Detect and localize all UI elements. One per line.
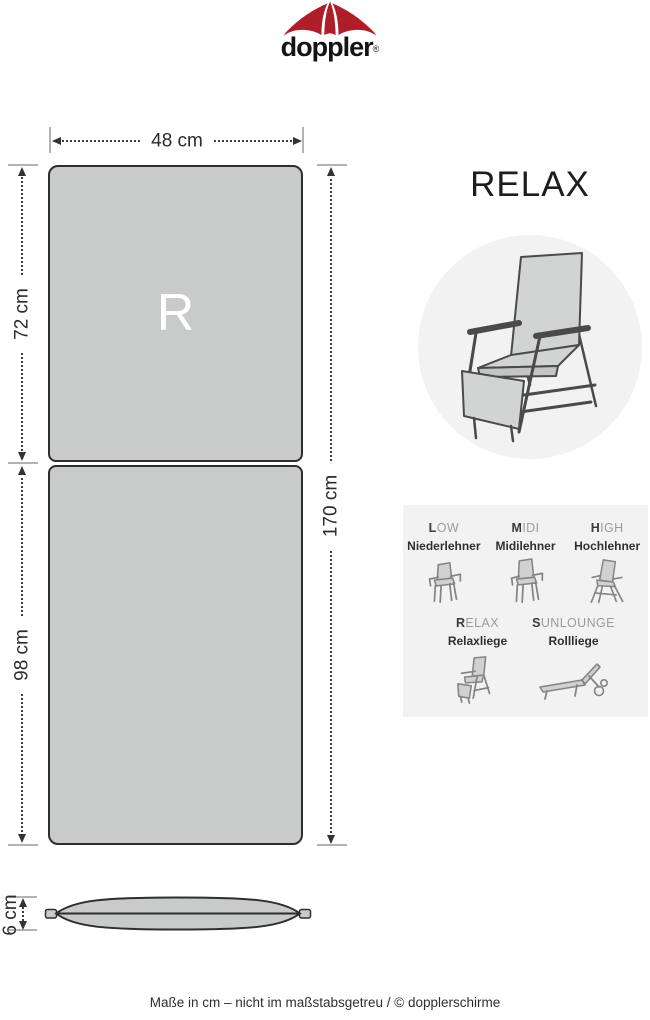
low-back-chair-icon bbox=[421, 558, 467, 606]
dimension-total-length-label: 170 cm bbox=[319, 462, 344, 548]
arrow-down-icon bbox=[327, 835, 335, 844]
tick-right-top bbox=[317, 164, 347, 166]
doppler-logo bbox=[272, 0, 388, 66]
chair-type-low-german-label: Niederlehner bbox=[407, 539, 481, 553]
dimension-back-length-label: 72 cm bbox=[10, 276, 35, 352]
dimension-total-length bbox=[320, 167, 342, 844]
midi-back-chair-icon bbox=[503, 558, 549, 606]
tick-left-middle bbox=[8, 462, 38, 464]
chair-type-midi-german-label: Midilehner bbox=[495, 539, 556, 553]
chair-type-sunlounge-german-label: Rollliege bbox=[548, 634, 599, 649]
dimension-width-label: 48 cm bbox=[141, 129, 213, 154]
high-back-chair-icon bbox=[583, 558, 631, 606]
tick-width-left bbox=[49, 127, 51, 153]
dimension-thickness-label: 6 cm bbox=[0, 894, 21, 936]
chair-type-sunlounge-label: SUNLOUNGE bbox=[532, 616, 615, 631]
dimension-width bbox=[52, 132, 302, 150]
chair-type-high-label: HIGH bbox=[590, 521, 624, 535]
sunlounge-icon bbox=[537, 654, 611, 704]
chair-types-row-2 bbox=[403, 616, 648, 703]
cushion-marking: R bbox=[156, 283, 195, 342]
registered-mark: ® bbox=[372, 44, 380, 54]
arrow-up-icon bbox=[18, 466, 26, 475]
chair-type-sunlounge bbox=[526, 616, 622, 703]
chair-type-midi-label: MIDI bbox=[511, 521, 540, 535]
arrow-right-icon bbox=[293, 137, 302, 145]
tick-left-bottom bbox=[8, 844, 38, 846]
arrow-down-icon bbox=[18, 834, 26, 843]
arrow-up-icon bbox=[18, 167, 26, 176]
chair-type-high-german-label: Hochlehner bbox=[574, 539, 641, 553]
cushion-seat-section bbox=[48, 465, 303, 845]
tick-left-top bbox=[8, 164, 38, 166]
tick-right-bottom bbox=[317, 844, 347, 846]
chair-type-relax-german-label: Relaxliege bbox=[447, 634, 508, 649]
chair-illustration-circle bbox=[418, 235, 642, 459]
arrow-down-icon bbox=[18, 452, 26, 461]
chair-type-relax bbox=[430, 616, 526, 703]
arrow-left-icon bbox=[52, 137, 61, 145]
relax-recliner-icon bbox=[453, 654, 503, 704]
arrow-up-icon bbox=[327, 167, 335, 176]
chair-types-row-1 bbox=[403, 521, 648, 606]
chair-types-panel bbox=[403, 505, 648, 717]
product-line-title: RELAX bbox=[470, 165, 590, 204]
footer-note: Maße in cm – nicht im maßstabsgetreu / © dopplerschirme bbox=[149, 995, 501, 1010]
dimension-seat-length-label: 98 cm bbox=[10, 617, 35, 693]
relax-chair-illustration-icon bbox=[418, 235, 642, 459]
chair-type-relax-label: RELAX bbox=[455, 616, 499, 631]
dimension-back-length bbox=[11, 167, 33, 461]
tick-width-right bbox=[302, 127, 304, 153]
dimension-seat-length bbox=[11, 466, 33, 843]
cushion-back-section bbox=[48, 165, 303, 462]
chair-type-midi bbox=[485, 521, 567, 606]
chair-type-high bbox=[566, 521, 648, 606]
logo-wordmark: doppler® bbox=[280, 32, 380, 62]
chair-type-low-label: LOW bbox=[428, 521, 460, 535]
cushion-side-view bbox=[44, 893, 312, 935]
chair-type-low bbox=[403, 521, 485, 606]
